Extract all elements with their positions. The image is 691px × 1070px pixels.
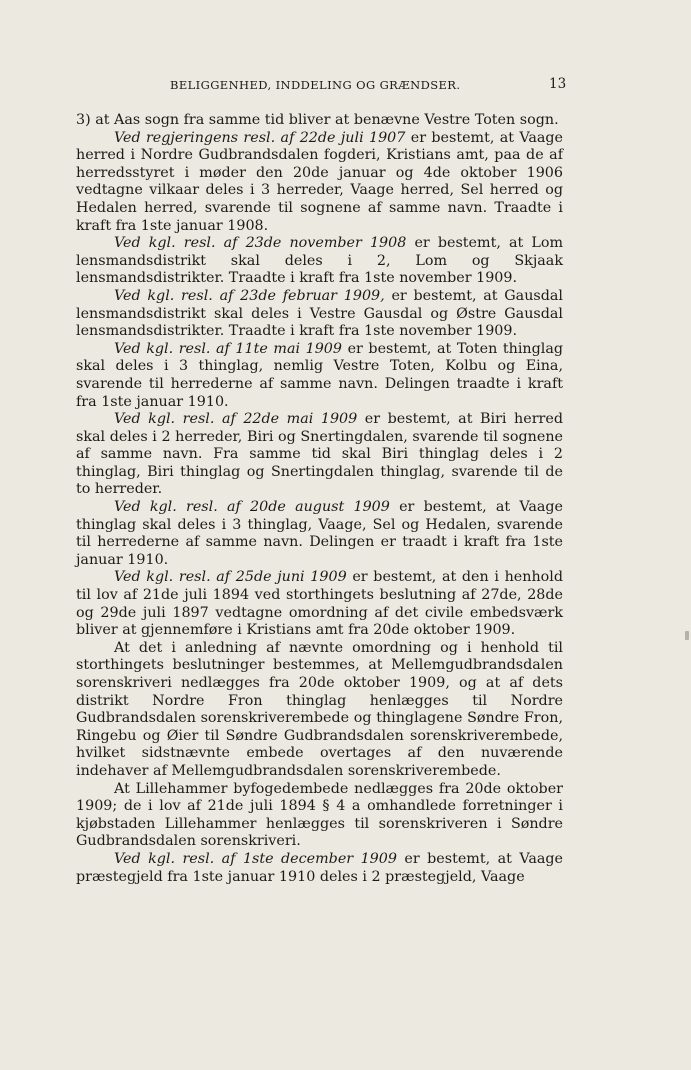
paragraph bbox=[76, 341, 563, 411]
decree-intro: Ved kgl. resl. bbox=[114, 850, 215, 867]
decree-intro: Ved kgl. resl. bbox=[114, 287, 213, 304]
paragraph bbox=[76, 781, 563, 851]
paragraph bbox=[76, 851, 563, 886]
paragraph bbox=[76, 569, 563, 639]
paragraph-text: er bestemt, at den i henhold til lov af 21de juli 1894 ved storthingets beslutning af 27de, 28de og 29de juli 1897 vedtagne omordning af det civile embedsværk bliver at gjennemføre i Kristians amt fra 20de oktober 1909. bbox=[76, 569, 563, 639]
paragraph bbox=[76, 499, 563, 569]
decree-date: af 22de juli 1907 bbox=[280, 129, 406, 146]
decree-intro: Ved kgl. resl. bbox=[114, 499, 218, 516]
paragraph bbox=[76, 411, 563, 499]
decree-intro: Ved kgl. resl. bbox=[114, 235, 216, 252]
page-body bbox=[76, 112, 563, 886]
paragraph-text: er bestemt, at Gausdal lensmandsdistrikt skal deles i Vestre Gausdal og Østre Gausdal lensmandsdistrikter. Traadte i kraft fra 1ste november 1909. bbox=[76, 287, 563, 340]
paragraph-text: er bestemt, at Biri herred skal deles i 2 herreder, Biri og Snertingdalen, svarende til sognene af samme navn. Fra samme tid skal Biri thinglag deles i 2 thinglag, Biri thinglag og Snertingdalen thinglag, svarende til de to herreder. bbox=[76, 411, 563, 498]
decree-date: af 1ste december 1909 bbox=[221, 850, 397, 867]
paragraph bbox=[76, 640, 563, 781]
paragraph bbox=[76, 288, 563, 341]
paragraph bbox=[76, 112, 563, 130]
paragraph-text: At Lillehammer byfogedembede nedlægges fra 20de oktober 1909; de i lov af 21de juli 1894 § 4 a omhandlede forretninger i kjøbstaden Lillehammer henlægges til sorenskriveren i Søndre Gudbrandsdalen sorenskriveri. bbox=[76, 780, 563, 850]
decree-intro: Ved kgl. resl. bbox=[114, 411, 215, 428]
running-head: BELIGGENHED, INDDELING OG GRÆNDSER. bbox=[170, 78, 461, 92]
decree-date: af 20de august 1909 bbox=[227, 499, 390, 516]
decree-date: af 11te mai 1909 bbox=[216, 340, 342, 357]
page-number: 13 bbox=[549, 76, 567, 92]
decree-intro: Ved kgl. resl. bbox=[114, 340, 211, 357]
paragraph bbox=[76, 235, 563, 288]
paragraph-text: er bestemt, at Toten thinglag skal deles i 3 thinglag, nemlig Vestre Toten, Kolbu og Eina, svarende til herrederne af samme navn. Delingen traadte i kraft fra 1ste januar 1910. bbox=[76, 340, 563, 410]
decree-date: af 25de juni 1909 bbox=[216, 569, 347, 586]
decree-intro: Ved kgl. resl. bbox=[114, 569, 211, 586]
decree-date: af 22de mai 1909 bbox=[221, 411, 358, 428]
margin-mark bbox=[685, 631, 689, 640]
paragraph-text: 3) at Aas sogn fra samme tid bliver at benævne Vestre Toten sogn. bbox=[76, 112, 559, 128]
paragraph-text: At det i anledning af nævnte omordning og i henhold til storthingets beslutninger bestemmes, at Mellemgudbrandsdalen sorenskriveri nedlægges fra 20de oktober 1909, og at af dets distrikt Nordre Fron thinglag henlægges til Nordre Gudbrandsdalen sorenskriverembede og thinglagene Søndre Fron, Ringebu og Øier til Søndre Gudbrandsdalen sorenskriverembede, hvilket sidstnævnte embede overtages af den nuværende indehaver af Mellemgudbrandsdalen sorenskriverembede. bbox=[76, 639, 563, 779]
decree-date: af 23de februar 1909, bbox=[219, 287, 385, 304]
paragraph-text: er bestemt, at Lom lensmandsdistrikt skal deles i 2, Lom og Skjaak lensmandsdistrikter. Traadte i kraft fra 1ste november 1909. bbox=[76, 235, 564, 287]
paragraph bbox=[76, 130, 563, 236]
paragraph-text: er bestemt, at Vaage præstegjeld fra 1ste januar 1910 deles i 2 præstegjeld, Vaage bbox=[76, 850, 563, 885]
paragraph-text: er bestemt, at Vaage herred i Nordre Gudbrandsdalen fogderi, Kristians amt, paa de af herredsstyret i møder den 20de januar og 4de oktober 1906 vedtagne vilkaar deles i 3 herreder, Vaage herred, Sel herred og Hedalen herred, svarende til sognene af samme navn. Traadte i kraft fra 1ste januar 1908. bbox=[76, 129, 564, 234]
decree-intro: Ved regjeringens resl. bbox=[114, 129, 276, 146]
paragraph-text: er bestemt, at Vaage thinglag skal deles i 3 thinglag, Vaage, Sel og Hedalen, svarende til herrederne af samme navn. Delingen er traadt i kraft fra 1ste januar 1910. bbox=[76, 499, 564, 568]
decree-date: af 23de november 1908 bbox=[223, 235, 407, 252]
